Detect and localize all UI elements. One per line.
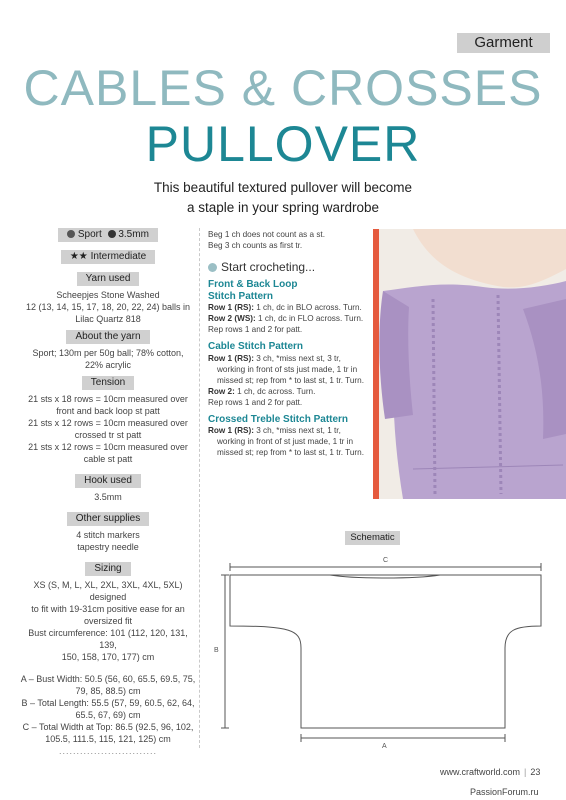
tension-line: 21 sts x 18 rows = 10cm measured over (28, 394, 188, 404)
footer (440, 767, 540, 777)
cable-repeat: Rep rows 1 and 2 for patt. (208, 397, 303, 407)
sizing-line: 105.5, 111.5, 115, 121, 125) cm (45, 734, 171, 744)
pattern-details (20, 228, 196, 757)
weight-hook-box (58, 228, 158, 242)
sizing-spacer (20, 663, 196, 673)
level-label: Intermediate (90, 251, 147, 262)
ct-row-1-cont: working in front of st just made, 1 tr in (217, 437, 354, 446)
label-c: C (383, 557, 389, 564)
sizing-line: 65.5, 67, 69) cm (75, 710, 141, 720)
cable-row-1-cont: working in front of sts just made, 1 tr in (217, 364, 358, 374)
page-number: 23 (530, 767, 541, 777)
row-text: 1 ch, dc across. Turn. (234, 386, 316, 396)
start-heading (208, 262, 368, 273)
about-yarn-line: Sport; 130m per 50g ball; 78% cotton, (32, 348, 184, 358)
about-yarn-line: 22% acrylic (84, 360, 131, 370)
row-text: 3 ch, *miss next st, 3 tr, (253, 353, 341, 363)
yarn-ball-icon (67, 230, 75, 238)
star-icon: ★★ (69, 251, 88, 262)
tension-line: 21 sts x 12 rows = 10cm measured over (28, 418, 188, 428)
fb-title (208, 279, 368, 302)
supplies-line: tapestry needle (77, 542, 139, 552)
sizing-heading: Sizing (85, 562, 130, 576)
dotted-rule: ............................ (58, 746, 157, 756)
sizing-line: oversized fit (83, 616, 133, 626)
tension-heading: Tension (82, 376, 134, 390)
site-link[interactable]: www.craftworld.com (440, 767, 521, 777)
sizing-line: Bust circumference: 101 (112, 120, 131, 139, (28, 628, 188, 650)
fb-title-2: Stitch Pattern (208, 290, 274, 302)
sizing-line: XS (S, M, L, XL, 2XL, 3XL, 4XL, 5XL) designed (33, 580, 183, 602)
row-label: Row 2: (208, 386, 235, 396)
sizing-line: A – Bust Width: 50.5 (56, 60, 65.5, 69.5, 75, (20, 674, 196, 684)
label-a: A (382, 743, 387, 750)
note-line: Beg 3 ch counts as first tr. (208, 241, 303, 250)
instructions (208, 229, 368, 458)
schematic-diagram (205, 548, 560, 758)
yarn-used-line: Lilac Quartz 818 (75, 314, 141, 324)
label-b: B (214, 647, 219, 654)
sizing-line: 150, 158, 170, 177) cm (61, 652, 155, 662)
cable-row-1 (208, 353, 368, 364)
hook-size-label: 3.5mm (118, 229, 149, 240)
sizing-line: B – Total Length: 55.5 (57, 59, 60.5, 62, 64, (21, 698, 195, 708)
column-divider (199, 228, 200, 748)
ct-row-1-cont: missed st; rep from * to last st, 1 tr. Turn. (217, 448, 364, 457)
hook-used-line: 3.5mm (94, 492, 122, 502)
hook-icon (108, 230, 116, 238)
bullet-icon (208, 263, 217, 272)
schematic-label: Schematic (345, 531, 400, 545)
hook-used-heading: Hook used (75, 474, 141, 488)
fb-title-1: Front & Back Loop (208, 279, 298, 290)
title-line-1: CABLES & CROSSES (23, 60, 543, 116)
yarn-used-line: Scheepjes Stone Washed (56, 290, 160, 300)
title-line-2: PULLOVER (145, 116, 421, 172)
tension-line: front and back loop st patt (56, 406, 160, 416)
sweater-photo (373, 229, 566, 499)
row-label: Row 2 (WS): (208, 314, 256, 323)
sizing-line: 79, 85, 88.5) cm (75, 686, 141, 696)
tension-line: 21 sts x 12 rows = 10cm measured over (28, 442, 188, 452)
fb-row-2 (208, 313, 368, 324)
start-label: Start crocheting... (221, 260, 316, 274)
footer-separator: | (524, 767, 527, 777)
row-label: Row 1 (RS): (208, 303, 254, 312)
ct-row-1 (208, 425, 368, 436)
fb-row-1 (208, 302, 368, 313)
section-tag: Garment (457, 33, 550, 53)
watermark: PassionForum.ru (470, 787, 539, 797)
intro-line-1: This beautiful textured pullover will become (153, 180, 413, 195)
cable-row-2 (208, 386, 368, 397)
fb-repeat: Rep rows 1 and 2 for patt. (208, 325, 303, 334)
tension-line: crossed tr st patt (74, 430, 142, 440)
ct-title: Crossed Treble Stitch Pattern (208, 413, 349, 425)
other-supplies-heading: Other supplies (67, 512, 149, 526)
row-label: Row 1 (RS): (208, 426, 254, 435)
model-illustration (373, 229, 566, 499)
intro-text (100, 178, 466, 218)
sizing-line: C – Total Width at Top: 86.5 (92.5, 96, 102, (22, 722, 194, 732)
row-text: 1 ch, dc in BLO across. Turn. (253, 303, 362, 312)
row-text: 1 ch, dc in FLO across. Turn. (255, 314, 364, 323)
sizing-line: to fit with 19-31cm positive ease for an (31, 604, 185, 614)
intro-line-2: a staple in your spring wardrobe (186, 200, 380, 215)
level-box (61, 250, 155, 264)
row-label: Row 1 (RS): (208, 353, 254, 363)
supplies-line: 4 stitch markers (76, 530, 140, 540)
cable-title: Cable Stitch Pattern (208, 341, 304, 352)
about-yarn-heading: About the yarn (66, 330, 149, 344)
note-line: Beg 1 ch does not count as a st. (208, 230, 325, 239)
row-text: 3 ch, *miss next st, 1 tr, (253, 426, 341, 435)
weight-label: Sport (77, 229, 102, 240)
yarn-used-heading: Yarn used (77, 272, 140, 286)
tension-line: cable st patt (83, 454, 133, 464)
cable-row-1-cont: missed st; rep from * to last st, 1 tr. Turn. (217, 375, 364, 385)
yarn-used-line: 12 (13, 14, 15, 17, 18, 20, 22, 24) balls in (25, 302, 191, 312)
